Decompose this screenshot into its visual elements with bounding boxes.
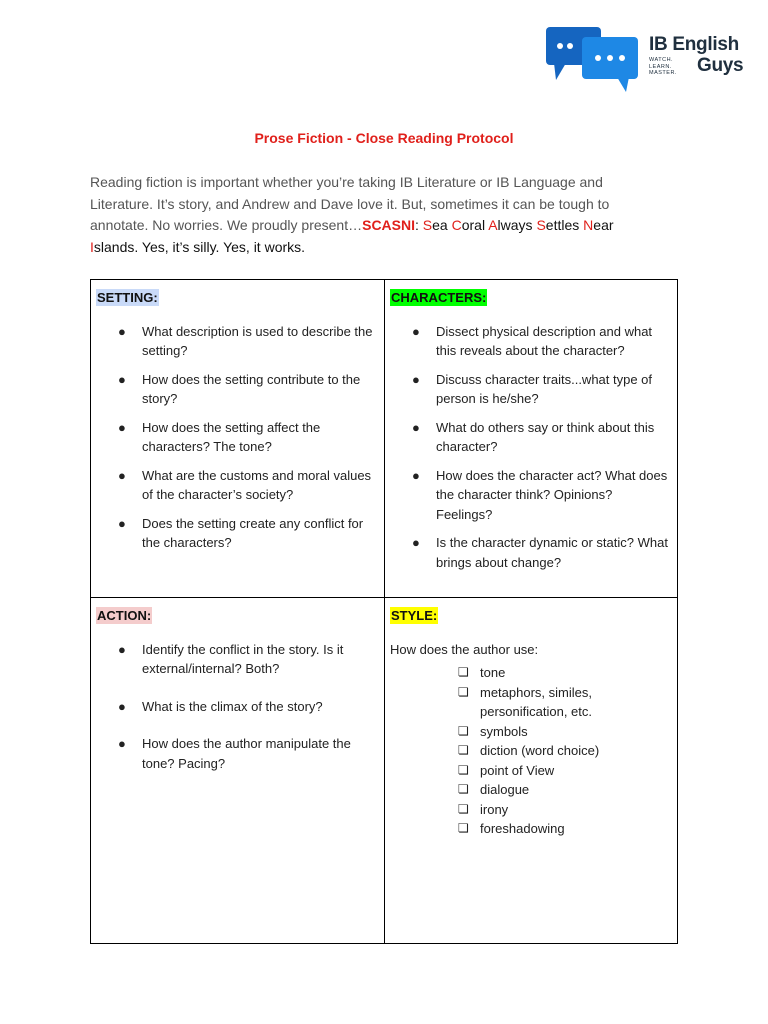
- style-intro: How does the author use:: [390, 641, 539, 657]
- characters-questions: [390, 322, 672, 573]
- question-text: How does the author manipulate the tone? Pacing?: [142, 736, 351, 771]
- mnemonic-word-rest: ear: [593, 217, 614, 233]
- bullet-icon: ●: [118, 698, 126, 714]
- brand-logo: [545, 26, 745, 96]
- characters-heading: CHARACTERS:: [391, 290, 487, 305]
- mnemonic-letter: A: [488, 217, 498, 233]
- question-text: Is the character dynamic or static? What brings about change?: [436, 535, 668, 570]
- bullet-icon: ●: [118, 371, 126, 387]
- logo-wordmark: IB English Guys: [649, 34, 744, 76]
- intro-paragraph: Reading fiction is important whether you’re taking IB Literature or IB Language and Literature. It’s story, and Andrew and Dave love it. But, sometimes it can be tough to annotate. No worries. We proudly present…SCASNI: Sea Coral Always Settles Near Islands. Yes, it’s silly. Yes, it works.: [90, 174, 614, 255]
- logo-tagline: WATCH. LEARN. MASTER.: [649, 57, 677, 76]
- mnemonic-word-rest: slands.: [93, 238, 139, 255]
- question-item: [96, 640, 379, 679]
- question-text: What description is used to describe the setting?: [142, 323, 373, 358]
- question-text: Does the setting create any conflict for the characters?: [142, 515, 364, 550]
- bullet-icon: ●: [412, 535, 420, 550]
- mnemonic-word-rest: lways: [497, 217, 537, 233]
- question-item: [96, 734, 379, 773]
- bullet-icon: ●: [118, 467, 126, 483]
- mnemonic-letter: I: [90, 238, 94, 255]
- bullet-icon: ●: [412, 467, 420, 483]
- checkbox-icon: ❏: [458, 821, 469, 835]
- setting-heading: SETTING:: [97, 290, 158, 305]
- bullet-icon: ●: [118, 515, 126, 531]
- mnemonic-letter: S: [536, 217, 546, 233]
- checkbox-icon: ❏: [458, 762, 469, 777]
- style-heading: STYLE:: [391, 608, 438, 623]
- bullet-icon: ●: [118, 641, 126, 657]
- bullet-icon: ●: [118, 736, 126, 751]
- question-item: [390, 533, 672, 572]
- bullet-icon: ●: [412, 371, 420, 387]
- style-checklist: [458, 663, 672, 839]
- checklist-text: point of View: [480, 762, 555, 778]
- question-item: [96, 370, 379, 409]
- question-item: [390, 322, 672, 361]
- checkbox-icon: ❏: [458, 684, 469, 699]
- question-item: [96, 697, 379, 717]
- setting-questions: [96, 322, 379, 553]
- mnemonic-word-rest: ettles: [545, 217, 584, 233]
- chat-bubbles-icon: [545, 26, 641, 96]
- intro-tail: Yes, it’s silly. Yes, it works.: [138, 238, 306, 255]
- style-cell: [385, 598, 677, 943]
- action-heading: ACTION:: [97, 608, 152, 623]
- question-text: How does the character act? What does the character think? Opinions? Feelings?: [436, 467, 668, 522]
- mnemonic-letter: S: [422, 217, 433, 233]
- checkbox-icon: ❏: [458, 723, 469, 738]
- question-text: How does the setting contribute to the story?: [142, 371, 361, 406]
- bullet-icon: ●: [118, 323, 126, 339]
- checklist-item: [458, 741, 672, 761]
- checklist-text: tone: [480, 665, 506, 680]
- mnemonic-letter: N: [583, 217, 594, 233]
- checkbox-icon: ❏: [458, 743, 469, 757]
- checklist-item: [458, 663, 672, 683]
- question-item: [390, 418, 672, 457]
- checklist-text: irony: [480, 801, 509, 817]
- setting-cell: [91, 280, 384, 597]
- checklist-item: [458, 800, 672, 820]
- checkbox-icon: ❏: [458, 801, 469, 816]
- checkbox-icon: ❏: [458, 782, 469, 796]
- question-text: Identify the conflict in the story. Is it external/internal? Both?: [142, 641, 344, 676]
- checklist-item: [458, 780, 672, 800]
- bullet-icon: ●: [412, 419, 420, 435]
- question-text: How does the setting affect the characters? The tone?: [142, 419, 321, 454]
- acronym: SCASNI: [362, 217, 416, 233]
- mnemonic-word-rest: ea: [432, 217, 452, 233]
- question-item: [96, 418, 379, 457]
- action-cell: [91, 598, 384, 943]
- question-item: [390, 466, 672, 525]
- question-item: [390, 370, 672, 409]
- checklist-item: [458, 761, 672, 781]
- question-text: Discuss character traits...what type of person is he/she?: [436, 371, 653, 406]
- checklist-text: dialogue: [480, 782, 530, 797]
- question-text: Dissect physical description and what this reveals about the character?: [436, 323, 653, 358]
- bullet-icon: ●: [118, 419, 126, 435]
- question-item: [96, 514, 379, 553]
- action-questions: [96, 640, 379, 774]
- intro-text: Reading fiction is important whether you’re taking IB Literature or IB Language and Literature. It’s story, and Andrew and Dave love it. But, sometimes it can be tough to annotate. No worries. We proudly present…: [90, 174, 610, 233]
- checkbox-icon: ❏: [458, 665, 469, 679]
- protocol-table: [90, 279, 678, 944]
- question-text: What is the climax of the story?: [142, 698, 323, 714]
- mnemonic-word-rest: oral: [461, 217, 489, 233]
- question-text: What are the customs and moral values of the character’s society?: [142, 467, 372, 502]
- question-item: [96, 466, 379, 505]
- checklist-text: symbols: [480, 723, 528, 739]
- characters-cell: [385, 280, 677, 597]
- mnemonic-letter: C: [451, 217, 462, 233]
- checklist-text: foreshadowing: [480, 821, 565, 836]
- checklist-text: metaphors, similes, personification, etc.: [480, 684, 593, 719]
- checklist-item: [458, 683, 672, 722]
- bullet-icon: ●: [412, 323, 420, 339]
- checklist-item: [458, 819, 672, 839]
- checklist-item: [458, 722, 672, 742]
- document-title: Prose Fiction - Close Reading Protocol: [254, 130, 514, 146]
- checklist-text: diction (word choice): [480, 743, 600, 758]
- question-text: What do others say or think about this character?: [436, 419, 655, 454]
- question-item: [96, 322, 379, 361]
